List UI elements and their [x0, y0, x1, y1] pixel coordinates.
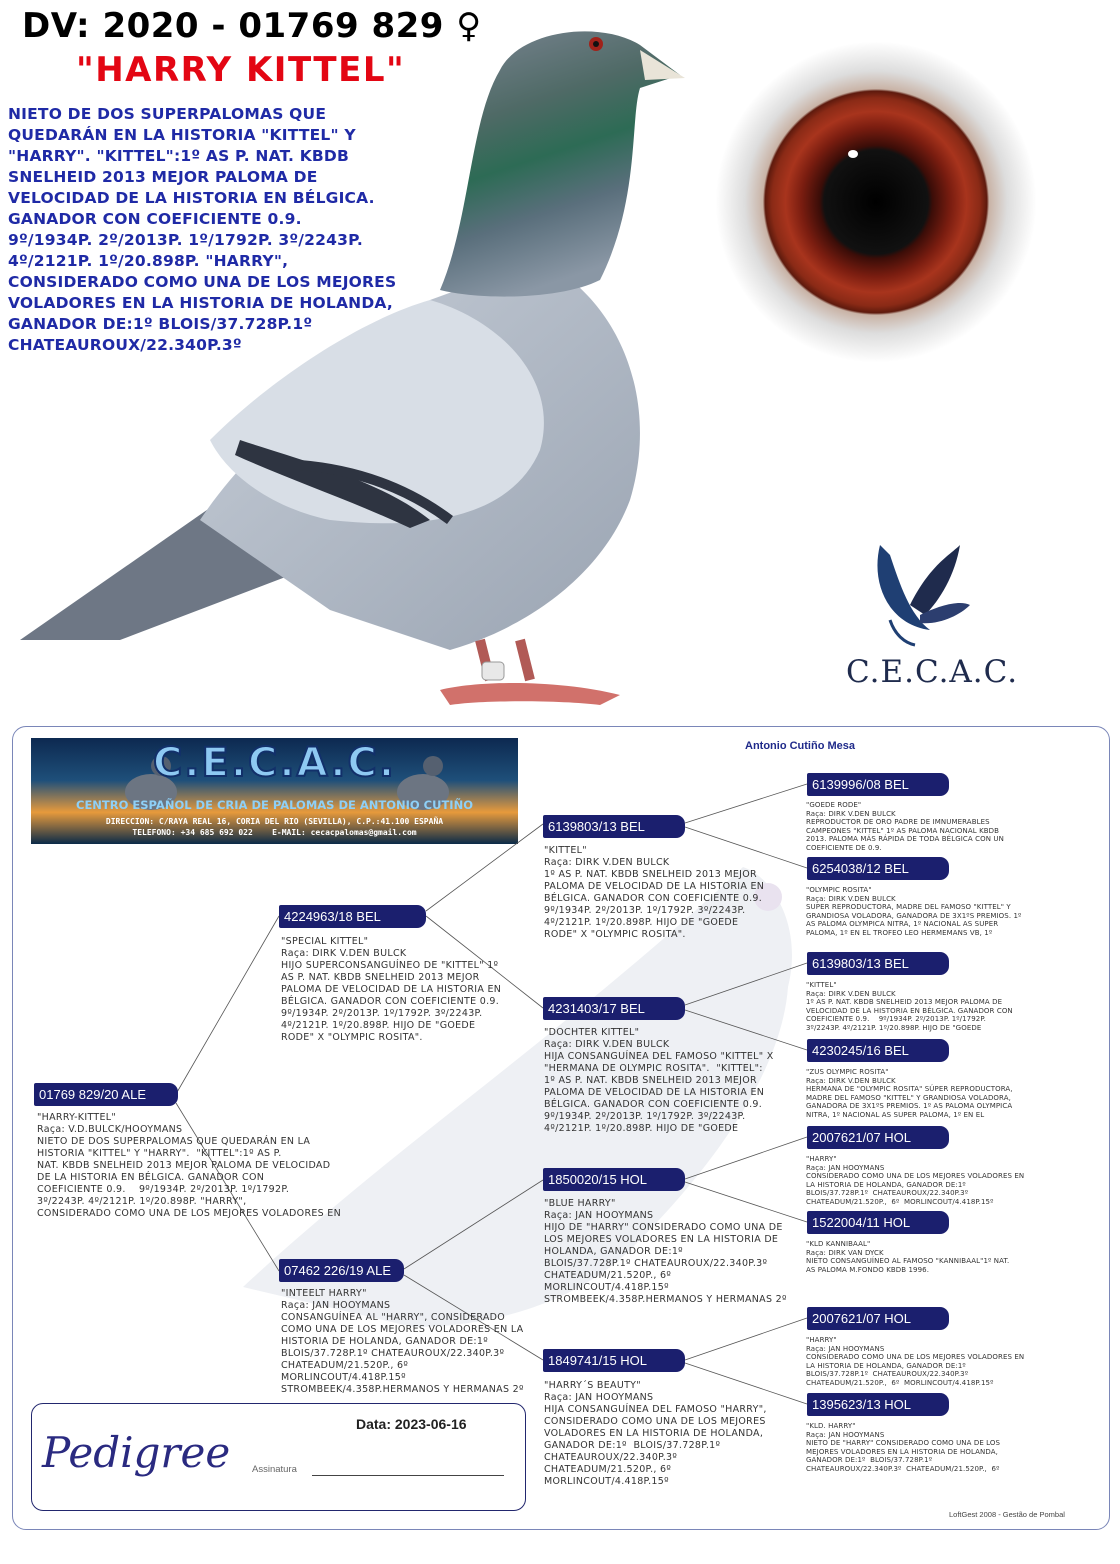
sire-info: "SPECIAL KITTEL" Raça: DIRK V.DEN BULCK HIJO SUPERCONSANGUÍNEO DE "KITTEL" 1º AS P. NAT. KBDB SNELHEID 2013 MEJOR PALOMA DE VELOCIDAD DE LA HISTORIA EN BÉLGICA. GANADOR CON COEFICIENTE 0.9. 9º/1934P. 2º/2013P. 1º/1792P. 3º/2243P. 4º/2121P. 1º/20.898P. HIJO DE "GOEDE RODE" X "OLYMPIC ROSITA".	[281, 936, 502, 1043]
g4-info: "ZUS OLYMPIC ROSITA" Raça: DIRK V.DEN BULCK HERMANA DE "OLYMPIC ROSITA" SÚPER REPRODUCTORA, MADRE DEL FAMOSO "KITTEL" Y GRANDIOSA VOLADORA, GANADORA DE 3X1ºS PREMIOS. 1º AS PALOMA OLYMPICA NITRA, 1º NACIONAL AS SUPER PALOMA, 1º EN EL	[806, 1068, 1013, 1119]
g6-ring[interactable]: 1522004/11 HOL	[807, 1211, 949, 1234]
signature-box	[31, 1403, 526, 1511]
ss-ring[interactable]: 6139803/13 BEL	[543, 815, 685, 838]
line-ds-g5	[685, 1137, 807, 1179]
pigeon-description: NIETO DE DOS SUPERPALOMAS QUE QUEDARÁN EN LA HISTORIA "KITTEL" Y "HARRY". "KITTEL":1º AS P. NAT. KBDB SNELHEID 2013 MEJOR PALOMA DE VELOCIDAD DE LA HISTORIA EN BÉLGICA. GANADOR CON COEFICIENTE 0.9. 9º/1934P. 2º/2013P. 1º/1792P. 3º/2243P. 4º/2121P. 1º/20.898P. "HARRY", CONSIDERADO COMO UNA DE LOS MEJORES VOLADORES EN LA HISTORIA DE HOLANDA, GANADOR DE:1º BLOIS/37.728P.1º CHATEAUROUX/22.340P.3º	[8, 105, 397, 354]
cecac-logo-text: C.E.C.A.C.	[846, 654, 1019, 690]
software-credit: LoftGest 2008 - Gestão de Pombal	[949, 1510, 1065, 1519]
ring-number-title: DV: 2020 - 01769 829 ♀	[22, 6, 482, 46]
subject-ring[interactable]: 01769 829/20 ALE	[34, 1083, 178, 1106]
g8-ring[interactable]: 1395623/13 HOL	[807, 1393, 949, 1416]
line-subject-sire	[176, 916, 279, 1094]
g3-info: "KITTEL" Raça: DIRK V.DEN BULCK 1º AS P. NAT. KBDB SNELHEID 2013 MEJOR PALOMA DE VELOCIDAD DE LA HISTORIA EN BÉLGICA. GANADOR CON COEFICIENTE 0.9. 9º/1934P. 2º/2013P. 1º/1792P. 3º/2243P. 4º/2121P. 1º/20.898P. HIJO DE "GOEDE	[806, 981, 1013, 1032]
ss-info: "KITTEL" Raça: DIRK V.DEN BULCK 1º AS P. NAT. KBDB SNELHEID 2013 MEJOR PALOMA DE VELOCIDAD DE LA HISTORIA EN BÉLGICA. GANADOR CON COEFICIENTE 0.9. 9º/1934P. 2º/2013P. 1º/1792P. 3º/2243P. 4º/2121P. 1º/20.898P. HIJO DE "GOEDE RODE" X "OLYMPIC ROSITA".	[544, 845, 765, 940]
subject-info: "HARRY-KITTEL" Raça: V.D.BULCK/HOOYMANS NIETO DE DOS SUPERPALOMAS QUE QUEDARÁN EN LA HISTORIA "KITTEL" Y "HARRY". "KITTEL":1º AS P. NAT. KBDB SNELHEID 2013 MEJOR PALOMA DE VELOCIDAD DE LA HISTORIA EN BÉLGICA. GANADOR CON COEFICIENTE 0.9. 9º/1934P. 2º/2013P. 1º/1792P. 3º/2243P. 4º/2121P. 1º/20.898P. "HARRY", CONSIDERADO COMO UNA DE LOS MEJORES VOLADORES EN	[37, 1112, 342, 1219]
g6-info: "KLD KANNIBAAL" Raça: DIRK VAN DYCK NIETO CONSANGUÍNEO AL FAMOSO "KANNIBAAL"1º NAT. AS PALOMA M.FONDO KBDB 1996.	[806, 1240, 1010, 1274]
banner-title: C.E.C.A.C.	[152, 740, 397, 786]
line-dam-ds	[404, 1180, 543, 1269]
pedigree-card	[12, 726, 1110, 1530]
dd-ring[interactable]: 1849741/15 HOL	[543, 1349, 685, 1372]
g2-info: "OLYMPIC ROSITA" Raça: DIRK V.DEN BULCK SUPER REPRODUCTORA, MADRE DEL FAMOSO "KITTEL" Y GRANDIOSA VOLADORA, GANADORA DE 3X1ºS PREMIOS. 1º AS PALOMA OLYMPICA NITRA, 1º NACIONAL AS SUPER PALOMA, 1º EN EL TROFEO LEO HERMEMANS VB, 1º	[806, 886, 1022, 937]
banner-phone: TELEFONO: +34 685 692 022 E-MAIL: cecacpalomas@gmail.com	[132, 828, 417, 837]
g2-ring[interactable]: 6254038/12 BEL	[807, 857, 949, 880]
signature-label: Assinatura	[252, 1464, 297, 1475]
g4-ring[interactable]: 4230245/16 BEL	[807, 1039, 949, 1062]
signature-line[interactable]	[312, 1475, 504, 1476]
owner-name: Antonio Cutiño Mesa	[745, 740, 855, 752]
g7-info: "HARRY" Raça: JAN HOOYMANS CONSIDERADO COMO UNA DE LOS MEJORES VOLADORES EN LA HISTORIA DE HOLANDA, GANADOR DE:1º BLOIS/37.728P.1º CHATEAUROUX/22.340P.3º CHATEADUM/21.520P., 6º MORLINCOUT/4.418P.15º	[806, 1336, 1025, 1387]
banner-address: DIRECCION: C/RAYA REAL 16, CORIA DEL RIO (SEVILLA), C.P.:41.100 ESPAÑA	[105, 817, 444, 826]
eye-photo	[716, 42, 1036, 362]
dam-info: "INTEELT HARRY" Raça: JAN HOOYMANS CONSANGUÍNEA AL "HARRY", CONSIDERADO COMO UNA DE LOS MEJORES VOLADORES EN LA HISTORIA DE HOLANDA, GANADOR DE:1º BLOIS/37.728P.1º CHATEAUROUX/22.340P.3º CHATEADUM/21.520P., 6º MORLINCOUT/4.418P.15º STROMBEEK/4.358P.HERMANOS Y HERMANAS 2º	[281, 1288, 524, 1395]
g3-ring[interactable]: 6139803/13 BEL	[807, 952, 949, 975]
dove-logo-icon	[870, 545, 980, 655]
g8-info: "KLD. HARRY" Raça: JAN HOOYMANS NIETO DE "HARRY" CONSIDERADO COMO UNA DE LOS MEJORES VOLADORES EN LA HISTORIA DE HOLANDA, GANADOR DE:1º BLOIS/37.728P.1º CHATEAUROUX/22.340P.3º CHATEADUM/21.520P., 6º	[806, 1422, 1001, 1473]
g1-info: "GOEDE RODE" Raça: DIRK V.DEN BULCK REPRODUCTOR DE ORO PADRE DE IMNUMERABLES CAMPEONES "KITTEL" 1º AS PALOMA NACIONAL KBDB 2013. PALOMA MÁS RÁPIDA DE TODA BÉLGICA CON UN COEFICIENTE DE 0.9.	[806, 801, 1004, 852]
dd-info: "HARRY´S BEAUTY" Raça: JAN HOOYMANS HIJA CONSANGUÍNEA DEL FAMOSO "HARRY", CONSIDERADO COMO UNA DE LOS MEJORES VOLADORES EN LA HISTORIA DE HOLANDA, GANADOR DE:1º BLOIS/37.728P.1º CHATEAUROUX/22.340P.3º CHATEADUM/21.520P., 6º MORLINCOUT/4.418P.15º	[544, 1380, 767, 1487]
g5-info: "HARRY" Raça: JAN HOOYMANS CONSIDERADO COMO UNA DE LOS MEJORES VOLADORES EN LA HISTORIA DE HOLANDA, GANADOR DE:1º BLOIS/37.728P.1º CHATEAUROUX/22.340P.3º CHATEADUM/21.520P., 6º MORLINCOUT/4.418P.15º	[806, 1155, 1025, 1206]
sd-ring[interactable]: 4231403/17 BEL	[543, 997, 685, 1020]
sd-info: "DOCHTER KITTEL" Raça: DIRK V.DEN BULCK HIJA CONSANGUÍNEA DEL FAMOSO "KITTEL" X "HERMANA DE OLYMPIC ROSITA". "KITTEL": 1º AS P. NAT. KBDB SNELHEID 2013 MEJOR PALOMA DE VELOCIDAD DE LA HISTORIA EN BÉLGICA. GANADOR CON COEFICIENTE 0.9. 9º/1934P. 2º/2013P. 1º/1792P. 3º/2243P. 4º/2121P. 1º/20.898P. HIJO DE "GOEDE	[544, 1027, 774, 1134]
banner-subtitle: CENTRO ESPAÑOL DE CRIA DE PALOMAS DE ANTONIO CUTIÑO	[76, 798, 473, 812]
line-dd-g7	[685, 1318, 807, 1360]
ds-ring[interactable]: 1850020/15 HOL	[543, 1168, 685, 1191]
pedigree-script-title: Pedigree	[42, 1428, 231, 1477]
line-sire-ss	[426, 824, 543, 911]
pigeon-name-title: "HARRY KITTEL"	[76, 50, 406, 90]
line-sd-g3	[685, 963, 807, 1005]
dam-ring[interactable]: 07462 226/19 ALE	[279, 1259, 404, 1282]
sire-ring[interactable]: 4224963/18 BEL	[279, 905, 426, 928]
g1-ring[interactable]: 6139996/08 BEL	[807, 773, 949, 796]
eye-glint	[848, 150, 858, 158]
poster	[0, 0, 1120, 720]
g5-ring[interactable]: 2007621/07 HOL	[807, 1126, 949, 1149]
g7-ring[interactable]: 2007621/07 HOL	[807, 1307, 949, 1330]
date-label: Data: 2023-06-16	[356, 1416, 467, 1432]
ds-info: "BLUE HARRY" Raça: JAN HOOYMANS HIJO DE "HARRY" CONSIDERADO COMO UNA DE LOS MEJORES VOLADORES EN LA HISTORIA DE HOLANDA, GANADOR DE:1º BLOIS/37.728P.1º CHATEAUROUX/22.340P.3º CHATEADUM/21.520P., 6º MORLINCOUT/4.418P.15º STROMBEEK/4.358P.HERMANOS Y HERMANAS 2º	[544, 1198, 787, 1305]
line-ss-g1	[685, 784, 807, 823]
